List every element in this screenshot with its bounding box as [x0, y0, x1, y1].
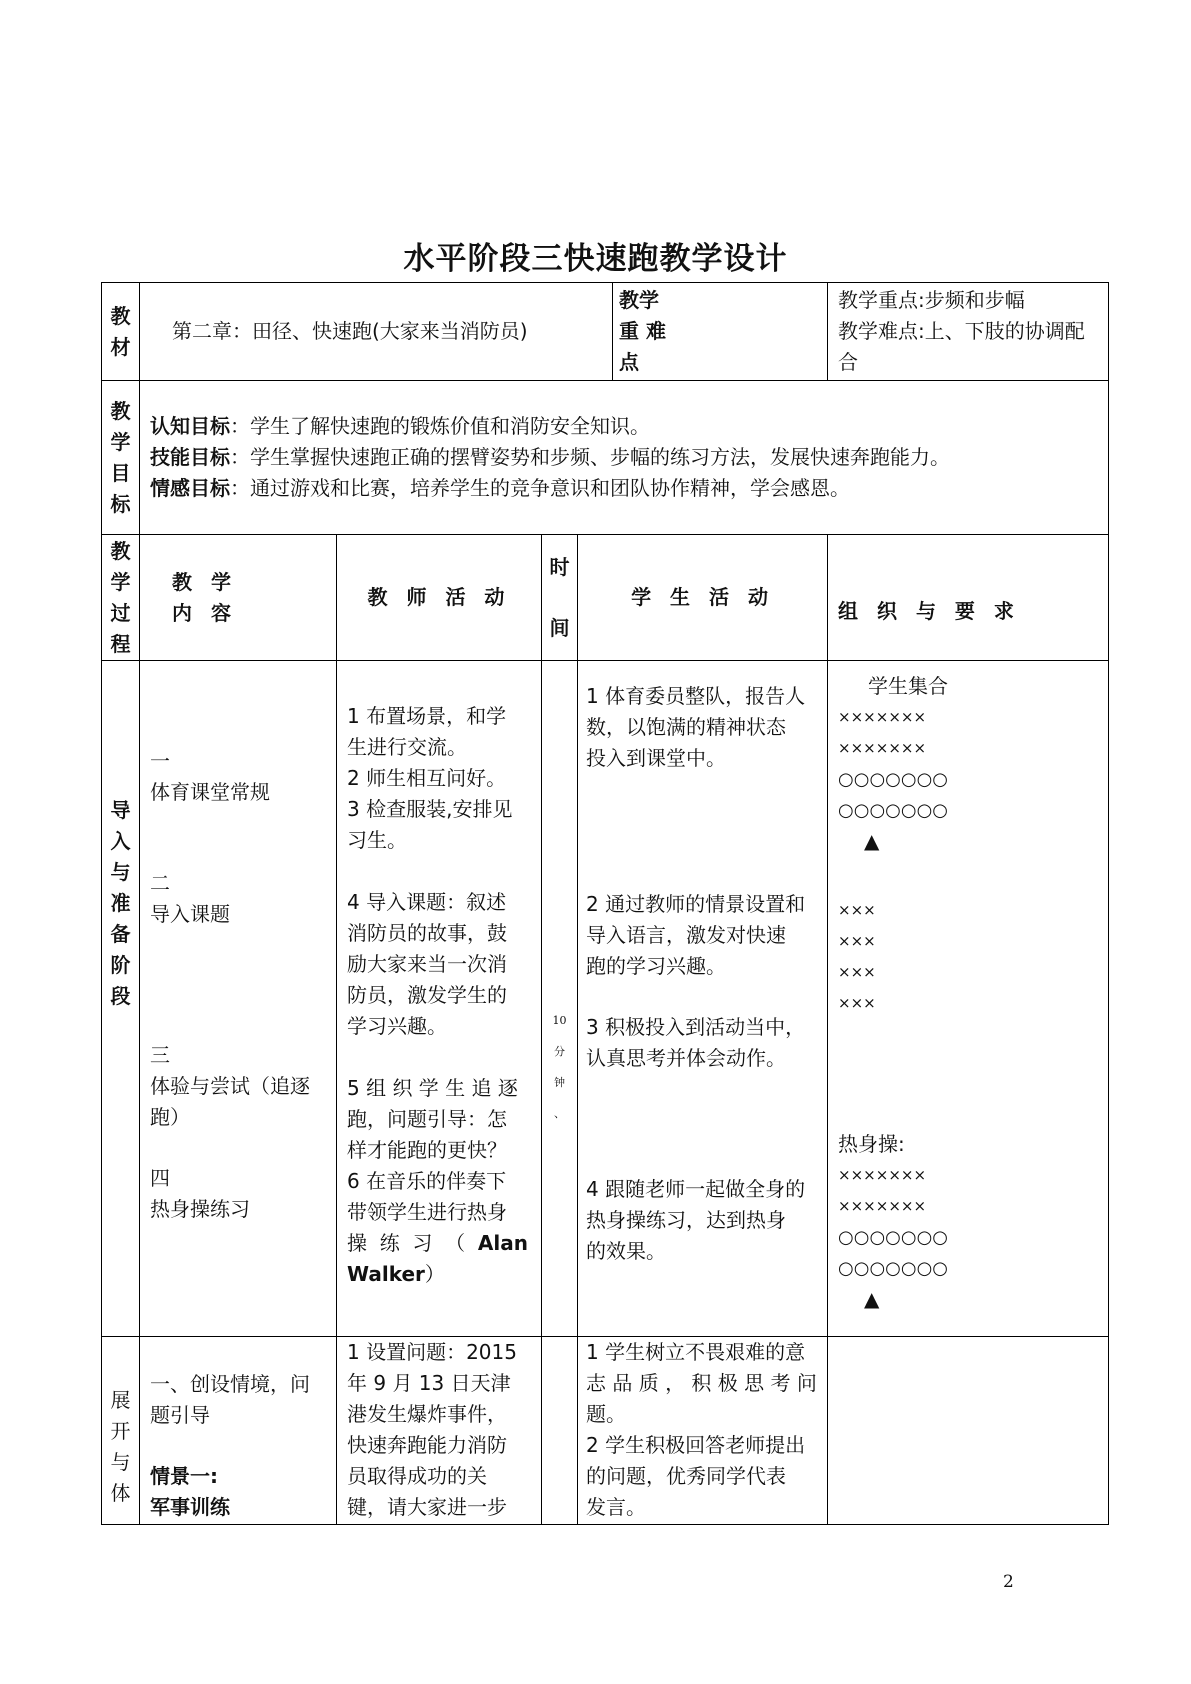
keypoints-label-line: 教学	[619, 288, 660, 312]
goals-label-char: 目	[110, 460, 131, 485]
scene-name: 军事训练	[150, 1495, 230, 1519]
develop-row	[102, 1337, 1109, 1525]
develop-student-line: 2 学生积极回答老师提出	[586, 1433, 806, 1457]
header-time-char: 时	[549, 554, 570, 579]
develop-student	[578, 1337, 828, 1525]
develop-teacher-line: 港发生爆炸事件，	[347, 1402, 507, 1426]
intro-label-char: 准	[110, 891, 131, 915]
intro-content-item	[150, 746, 326, 808]
goals-row	[102, 381, 1109, 535]
student-line: 3 积极投入到活动当中，	[586, 1015, 806, 1039]
formation-row: ×××××××	[838, 1166, 927, 1184]
intro-content-item	[150, 868, 326, 930]
student-line: 跑的学习兴趣。	[586, 954, 726, 978]
goals-label-char: 标	[110, 491, 131, 516]
item-text: 体验与尝试（追逐跑）	[150, 1074, 310, 1129]
time-char: 分	[554, 1045, 565, 1058]
teacher-line: 励大家来当一次消	[347, 952, 507, 976]
develop-label-char: 体	[110, 1481, 131, 1505]
teacher-line: 习生。	[347, 828, 407, 852]
student-activity	[586, 1012, 819, 1074]
item-number: 二	[150, 871, 170, 895]
develop-content	[140, 1337, 337, 1525]
document-title: 水平阶段三快速跑教学设计	[403, 241, 788, 277]
page-number: 2	[1003, 1572, 1014, 1592]
item-text: 热身操练习	[150, 1197, 250, 1221]
develop-label-char: 展	[110, 1388, 131, 1412]
goals-label-char: 教	[110, 398, 131, 423]
teacher-line	[347, 1042, 531, 1073]
intro-content-item	[150, 1040, 326, 1133]
develop-label-char: 开	[110, 1419, 131, 1443]
develop-label	[102, 1337, 140, 1525]
teacher-line: 样才能跑的更快？	[347, 1138, 507, 1162]
develop-student-line: 题。	[586, 1402, 626, 1426]
intro-org	[828, 661, 1109, 1337]
student-line: 2 通过教师的情景设置和	[586, 892, 806, 916]
teacher-line: 2 师生相互问好。	[347, 766, 507, 790]
student-line: 数，以饱满的精神状态	[586, 715, 786, 739]
develop-teacher-line: 年 9 月 13 日天津	[347, 1371, 511, 1395]
header-content	[140, 535, 337, 661]
intro-row	[102, 661, 1109, 1337]
develop-content-line: 一、创设情境，问	[150, 1372, 310, 1396]
teacher-line: 6 在音乐的伴奏下	[347, 1169, 507, 1193]
keypoints-text	[828, 283, 1109, 381]
develop-teacher-line: 键，请大家进一步	[347, 1495, 507, 1519]
item-text: 导入课题	[150, 902, 230, 926]
formation-row: ○○○○○○○	[838, 769, 948, 790]
teacher-line: 5 组 织 学 生 追 逐	[347, 1076, 518, 1100]
header-time-char: 间	[549, 615, 570, 640]
develop-content-line: 题引导	[150, 1403, 210, 1427]
keypoints-label-line: 重 难	[619, 319, 667, 343]
develop-label-char: 与	[110, 1450, 131, 1474]
intro-student	[578, 661, 828, 1337]
formation-row: ×××××××	[838, 1197, 927, 1215]
teacher-line: 防员，激发学生的	[347, 983, 507, 1007]
develop-org	[828, 1337, 1109, 1525]
formation-row: ×××××××	[838, 708, 927, 726]
item-number: 三	[150, 1043, 170, 1067]
formation-title: 热身操:	[838, 1132, 905, 1156]
teacher-line: 3 检查服装,安排见	[347, 797, 513, 821]
goals-list	[140, 381, 1109, 535]
intro-label-char: 与	[110, 860, 131, 884]
item-text: 体育课堂常规	[150, 780, 270, 804]
develop-student-line: 发言。	[586, 1495, 646, 1519]
process-label-char: 学	[110, 569, 131, 594]
student-line: 热身操练习，达到热身	[586, 1208, 786, 1232]
goals-label	[102, 381, 140, 535]
goal-name: 情感目标	[150, 476, 230, 500]
intro-label	[102, 661, 140, 1337]
keypoints-label	[613, 283, 828, 381]
intro-label-char: 段	[110, 984, 131, 1008]
student-line: 4 跟随老师一起做全身的	[586, 1177, 806, 1201]
goal-text: ：通过游戏和比赛，培养学生的竞争意识和团队协作精神，学会感恩。	[230, 476, 850, 500]
teacher-line: 1 布置场景，和学	[347, 704, 507, 728]
goal-item	[150, 442, 1108, 473]
student-activity	[586, 681, 819, 774]
develop-student-line: 1 学生树立不畏艰难的意	[586, 1340, 806, 1364]
formation-row: ×××	[838, 932, 876, 950]
formation-row: ×××	[838, 994, 876, 1012]
intro-label-char: 导	[110, 798, 131, 822]
process-label	[102, 535, 140, 661]
student-line: 投入到课堂中。	[586, 746, 726, 770]
process-label-char: 教	[110, 538, 131, 563]
goal-text: ：学生掌握快速跑正确的摆臂姿势和步频、步幅的练习方法，发展快速奔跑能力。	[230, 445, 950, 469]
goal-text: ：学生了解快速跑的锻炼价值和消防安全知识。	[230, 414, 650, 438]
goal-name: 认知目标	[150, 414, 230, 438]
formation-title: 学生集合	[868, 674, 949, 698]
intro-label-char: 备	[110, 922, 131, 946]
teacher-line: Walker）	[347, 1262, 445, 1286]
intro-time	[542, 661, 578, 1337]
process-header-row	[102, 535, 1109, 661]
teacher-line: 操 练 习 （ Alan	[347, 1231, 528, 1255]
formation-row: ×××	[838, 901, 876, 919]
goal-item	[150, 411, 1108, 442]
teacher-line: 消防员的故事，鼓	[347, 921, 507, 945]
develop-teacher-line: 员取得成功的关	[347, 1464, 487, 1488]
time-char: 、	[554, 1107, 565, 1120]
formation-row: ▲	[864, 829, 880, 853]
formation-row: ▲	[864, 1287, 880, 1311]
teacher-line: 生进行交流。	[347, 735, 467, 759]
develop-teacher-line: 快速奔跑能力消防	[347, 1433, 507, 1457]
develop-student-line: 志 品 质 ， 积 极 思 考 问	[586, 1371, 817, 1395]
develop-student-line: 的问题，优秀同学代表	[586, 1464, 786, 1488]
develop-teacher-line: 1 设置问题：2015	[347, 1340, 517, 1364]
process-label-char: 过	[110, 600, 131, 625]
formation-row: ○○○○○○○	[838, 800, 948, 821]
keypoints-label-line: 点	[619, 350, 640, 374]
intro-content	[140, 661, 337, 1337]
material-label-char: 教	[110, 303, 131, 328]
teacher-line: 学习兴趣。	[347, 1014, 447, 1038]
student-line: 导入语言，激发对快速	[586, 923, 786, 947]
header-content-line: 教 学	[172, 569, 237, 594]
time-char: 10	[552, 1014, 567, 1027]
intro-teacher	[337, 661, 542, 1337]
formation-row: ×××××××	[838, 739, 927, 757]
header-time	[542, 535, 578, 661]
header-student: 学 生 活 动	[578, 535, 828, 661]
intro-content-item	[150, 1163, 326, 1225]
develop-teacher	[337, 1337, 542, 1525]
material-text: 第二章：田径、快速跑(大家来当消防员)	[140, 283, 613, 381]
student-activity	[586, 1174, 819, 1267]
teacher-line: 4 导入课题：叙述	[347, 890, 507, 914]
item-number: 四	[150, 1166, 170, 1190]
teacher-line	[347, 856, 531, 887]
student-line: 1 体育委员整队，报告人	[586, 684, 806, 708]
lesson-plan-table	[101, 282, 1109, 1525]
intro-label-char: 入	[110, 829, 131, 853]
difficulty-text: 教学难点:上、下肢的协调配合	[838, 319, 1085, 374]
item-number: 一	[150, 749, 170, 773]
intro-label-char: 阶	[110, 953, 131, 977]
teacher-line: 跑，问题引导：怎	[347, 1107, 507, 1131]
formation-row: ×××	[838, 963, 876, 981]
header-content-line: 内 容	[172, 600, 237, 625]
time-char: 钟	[554, 1076, 565, 1089]
goal-item	[150, 473, 1108, 504]
student-activity	[586, 889, 819, 982]
header-teacher: 教 师 活 动	[337, 535, 542, 661]
material-label-char: 材	[110, 334, 131, 359]
material-row	[102, 283, 1109, 381]
process-label-char: 程	[110, 631, 131, 656]
material-label	[102, 283, 140, 381]
formation-row: ○○○○○○○	[838, 1258, 948, 1279]
teacher-line: 带领学生进行热身	[347, 1200, 507, 1224]
goals-label-char: 学	[110, 429, 131, 454]
student-line: 的效果。	[586, 1239, 666, 1263]
keypoint-text: 教学重点:步频和步幅	[838, 288, 1025, 312]
develop-time	[542, 1337, 578, 1525]
student-line: 认真思考并体会动作。	[586, 1046, 786, 1070]
goal-name: 技能目标	[150, 445, 230, 469]
header-org: 组 织 与 要 求	[828, 535, 1109, 661]
scene-title: 情景一:	[150, 1464, 218, 1488]
formation-row: ○○○○○○○	[838, 1227, 948, 1248]
